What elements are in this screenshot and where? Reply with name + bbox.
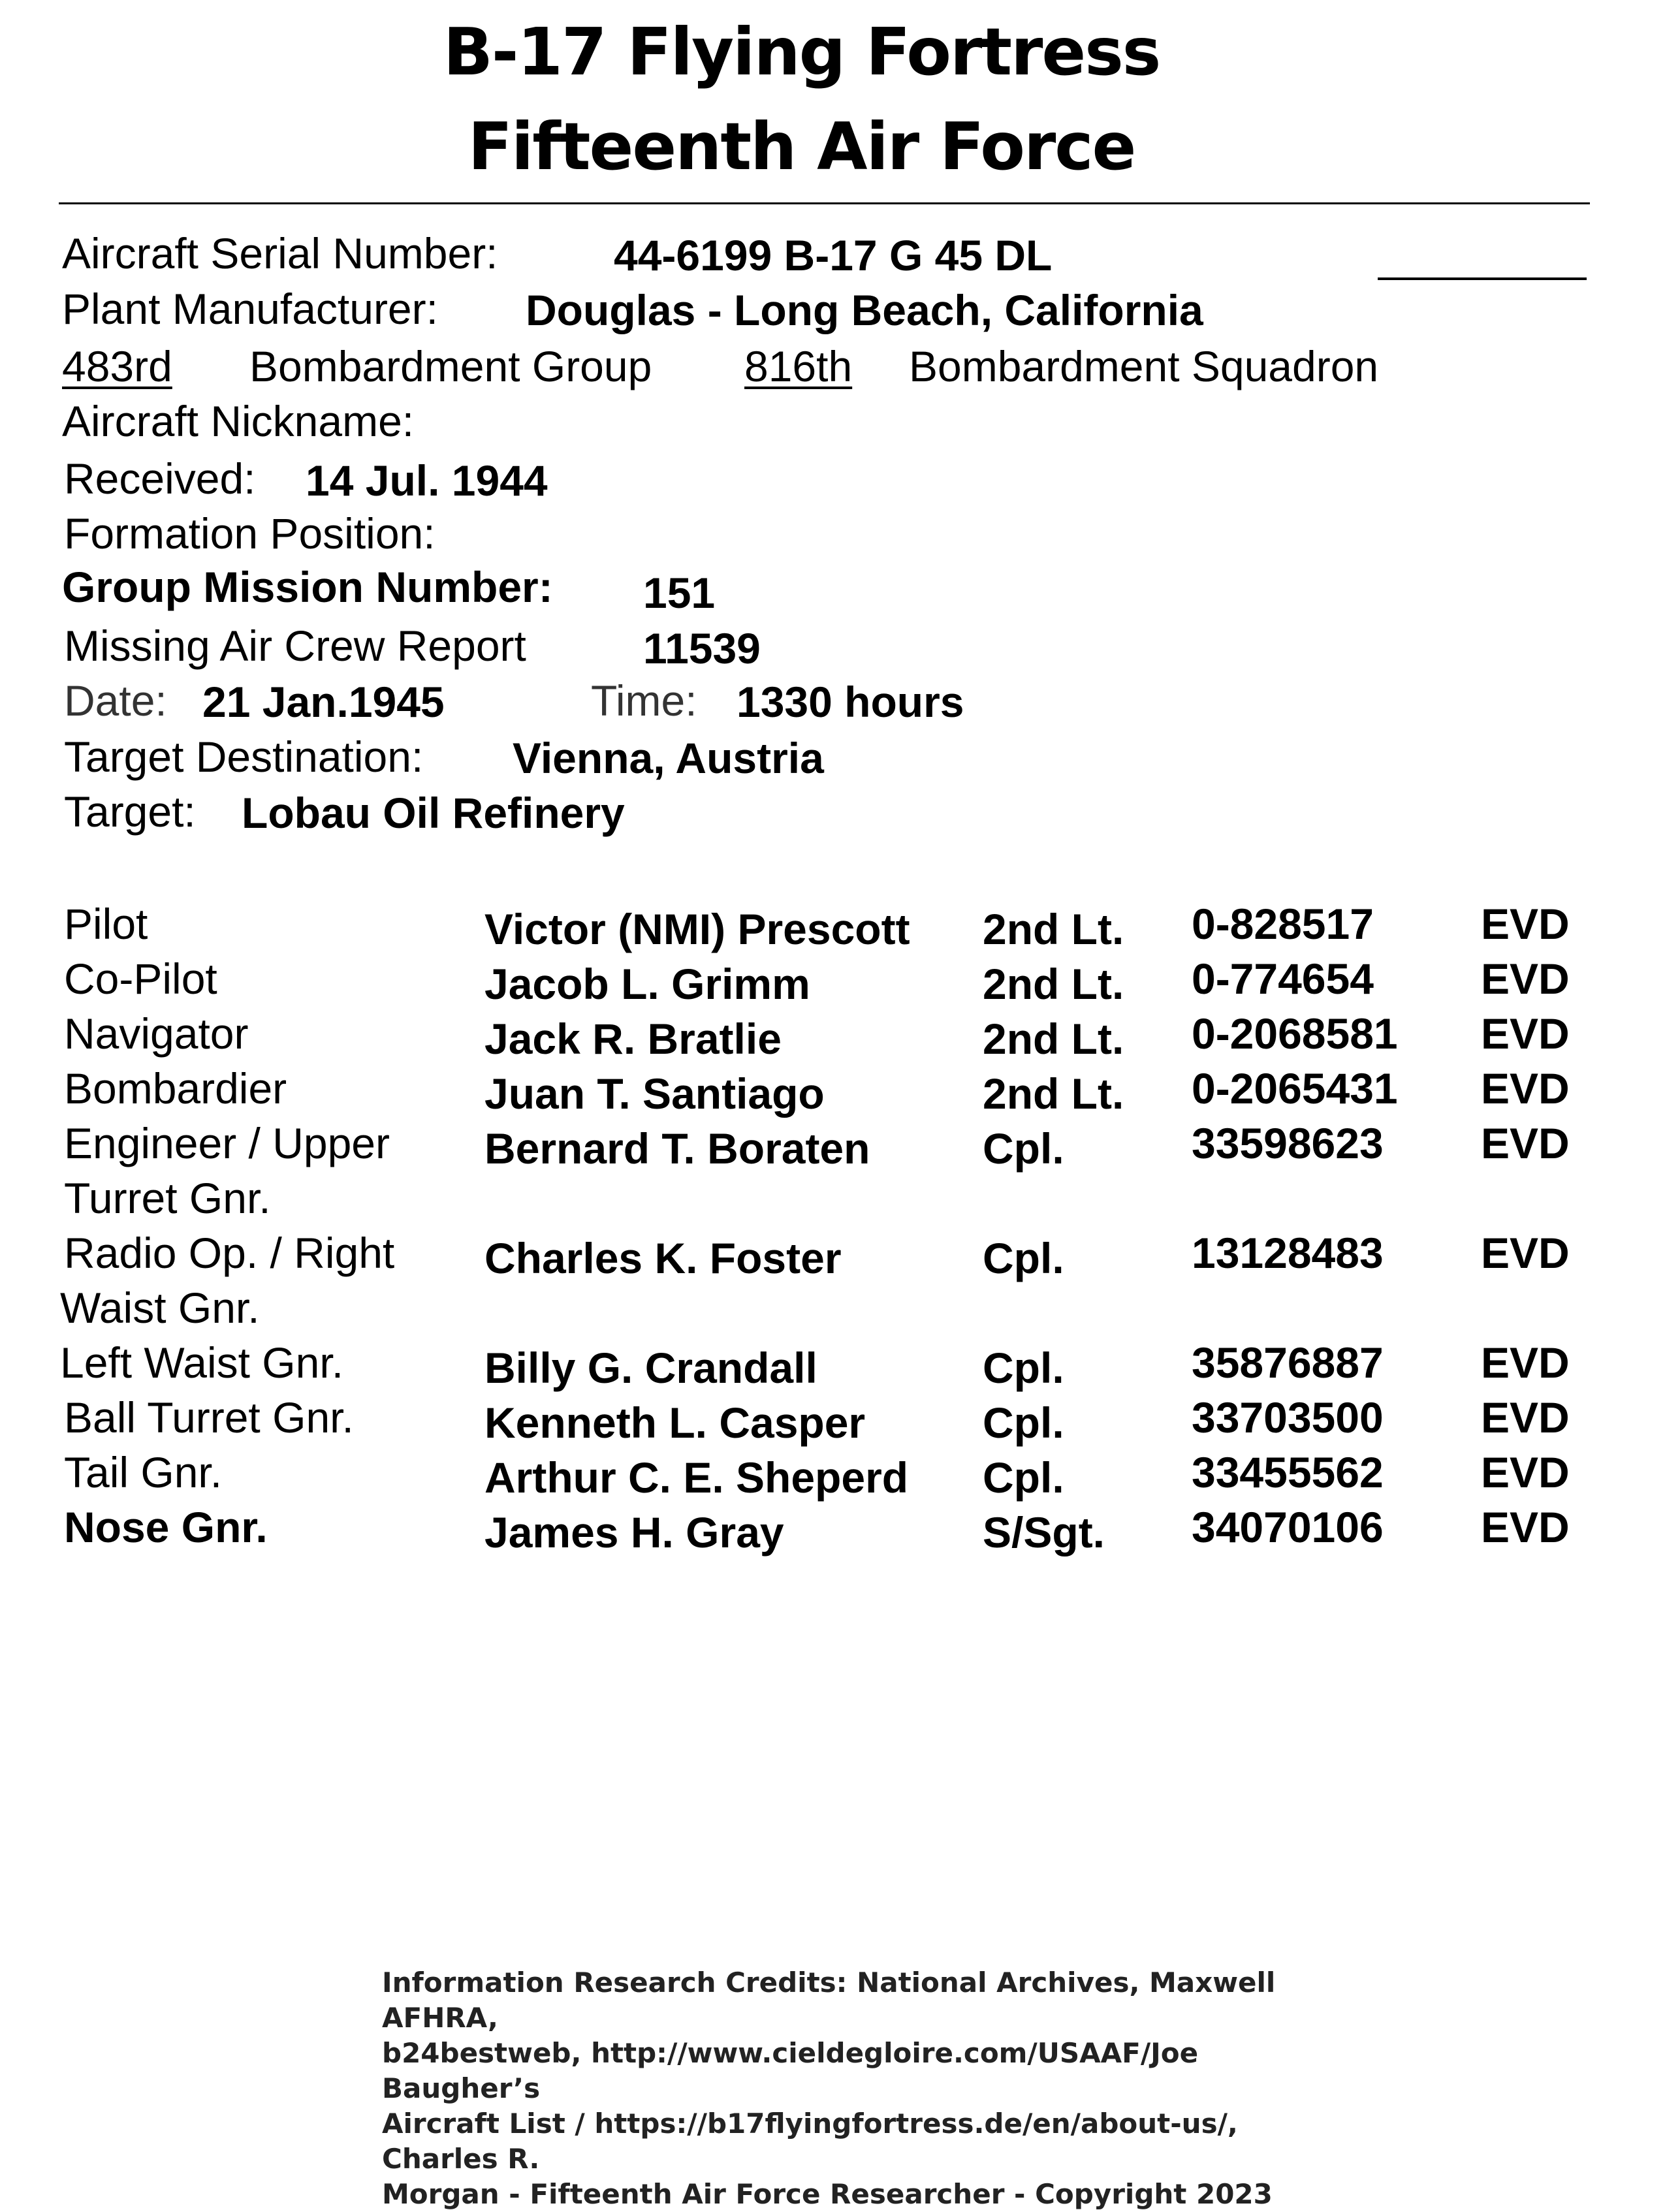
date-value: 21 Jan.1945: [202, 678, 445, 726]
crew-serial: 33455562: [1192, 1448, 1384, 1496]
crew-status: EVD: [1481, 1229, 1570, 1277]
crew-role-continued: Waist Gnr.: [60, 1284, 260, 1332]
crew-role: Radio Op. / Right: [64, 1229, 395, 1277]
crew-status: EVD: [1481, 955, 1570, 1003]
crew-role: Ball Turret Gnr.: [64, 1393, 354, 1442]
credits-line: Information Research Credits: National Archives, Maxwell AFHRA,: [382, 1967, 1276, 2034]
crew-status: EVD: [1481, 1064, 1570, 1113]
crew-status: EVD: [1481, 1448, 1570, 1496]
crew-name: Kenneth L. Casper: [484, 1398, 866, 1447]
research-credits: [382, 1965, 1361, 2212]
received-label: Received:: [64, 454, 256, 503]
crew-rank: Cpl.: [983, 1234, 1064, 1282]
date-label: Date:: [64, 676, 167, 725]
title-line-1: B-17 Flying Fortress: [443, 14, 1160, 90]
header-divider: [59, 202, 1590, 204]
serial-blank-line: [1378, 277, 1587, 280]
credits-line: b24bestweb, http://www.cieldegloire.com/USAAF/Joe Baugher’s: [382, 2037, 1199, 2104]
group-label: Bombardment Group: [249, 342, 652, 390]
serial-label: Aircraft Serial Number:: [62, 229, 498, 277]
target-value: Lobau Oil Refinery: [242, 789, 625, 837]
crew-status: EVD: [1481, 1338, 1570, 1387]
crew-name: Arthur C. E. Sheperd: [484, 1453, 909, 1502]
crew-role: Bombardier: [64, 1064, 287, 1113]
squadron-label: Bombardment Squadron: [909, 342, 1379, 390]
crew-serial: 0-828517: [1192, 900, 1374, 948]
crew-rank: 2nd Lt.: [983, 1069, 1124, 1118]
crew-name: Billy G. Crandall: [484, 1344, 817, 1392]
crew-name: Charles K. Foster: [484, 1234, 842, 1282]
crew-serial: 0-2068581: [1192, 1009, 1398, 1058]
crew-rank: S/Sgt.: [983, 1508, 1105, 1556]
crew-serial: 0-774654: [1192, 955, 1374, 1003]
crew-status: EVD: [1481, 1009, 1570, 1058]
crew-name: Jacob L. Grimm: [484, 960, 810, 1008]
crew-rank: 2nd Lt.: [983, 960, 1124, 1008]
crew-status: EVD: [1481, 900, 1570, 948]
crew-serial: 33598623: [1192, 1119, 1384, 1167]
serial-value: 44-6199 B-17 G 45 DL: [614, 231, 1053, 279]
destination-value: Vienna, Austria: [513, 734, 824, 782]
destination-label: Target Destination:: [64, 733, 424, 781]
crew-serial: 35876887: [1192, 1338, 1384, 1387]
crew-serial: 34070106: [1192, 1503, 1384, 1551]
crew-rank: 2nd Lt.: [983, 905, 1124, 953]
crew-rank: Cpl.: [983, 1453, 1064, 1502]
plant-label: Plant Manufacturer:: [62, 285, 438, 333]
time-value: 1330 hours: [737, 678, 964, 726]
crew-rank: Cpl.: [983, 1344, 1064, 1392]
crew-role: Pilot: [64, 900, 148, 948]
crew-name: James H. Gray: [484, 1508, 784, 1556]
target-label: Target:: [64, 787, 196, 836]
squadron-number: 816th: [744, 342, 853, 390]
crew-status: EVD: [1481, 1393, 1570, 1442]
credits-line: Morgan - Fifteenth Air Force Researcher - Copyright 2023: [382, 2178, 1273, 2210]
crew-role: Tail Gnr.: [64, 1448, 223, 1496]
crew-role: Navigator: [64, 1009, 249, 1058]
time-label: Time:: [591, 676, 697, 725]
nickname-label: Aircraft Nickname:: [62, 397, 415, 445]
crew-role: Co-Pilot: [64, 955, 217, 1003]
crew-name: Victor (NMI) Prescott: [484, 905, 910, 953]
formation-label: Formation Position:: [64, 509, 436, 558]
crew-role: Nose Gnr.: [64, 1503, 268, 1551]
crew-serial: 0-2065431: [1192, 1064, 1398, 1113]
title-line-2: Fifteenth Air Force: [468, 108, 1135, 185]
mission-label: Group Mission Number:: [62, 563, 553, 611]
crew-rank: Cpl.: [983, 1398, 1064, 1447]
crew-status: EVD: [1481, 1119, 1570, 1167]
group-number: 483rd: [62, 342, 172, 390]
crew-serial: 33703500: [1192, 1393, 1384, 1442]
crew-serial: 13128483: [1192, 1229, 1384, 1277]
crew-rank: 2nd Lt.: [983, 1015, 1124, 1063]
crew-name: Jack R. Bratlie: [484, 1015, 782, 1063]
credits-line: Aircraft List / https://b17flyingfortress.de/en/about-us/, Charles R.: [382, 2108, 1238, 2175]
mission-value: 151: [643, 569, 716, 617]
plant-value: Douglas - Long Beach, California: [526, 286, 1203, 334]
crew-status: EVD: [1481, 1503, 1570, 1551]
macr-value: 11539: [643, 624, 761, 672]
crew-name: Juan T. Santiago: [484, 1069, 825, 1118]
crew-role-continued: Turret Gnr.: [64, 1174, 271, 1222]
crew-role: Engineer / Upper: [64, 1119, 390, 1167]
received-value: 14 Jul. 1944: [306, 456, 548, 505]
crew-name: Bernard T. Boraten: [484, 1124, 870, 1173]
crew-rank: Cpl.: [983, 1124, 1064, 1173]
macr-label: Missing Air Crew Report: [64, 622, 526, 670]
crew-role: Left Waist Gnr.: [60, 1338, 344, 1387]
